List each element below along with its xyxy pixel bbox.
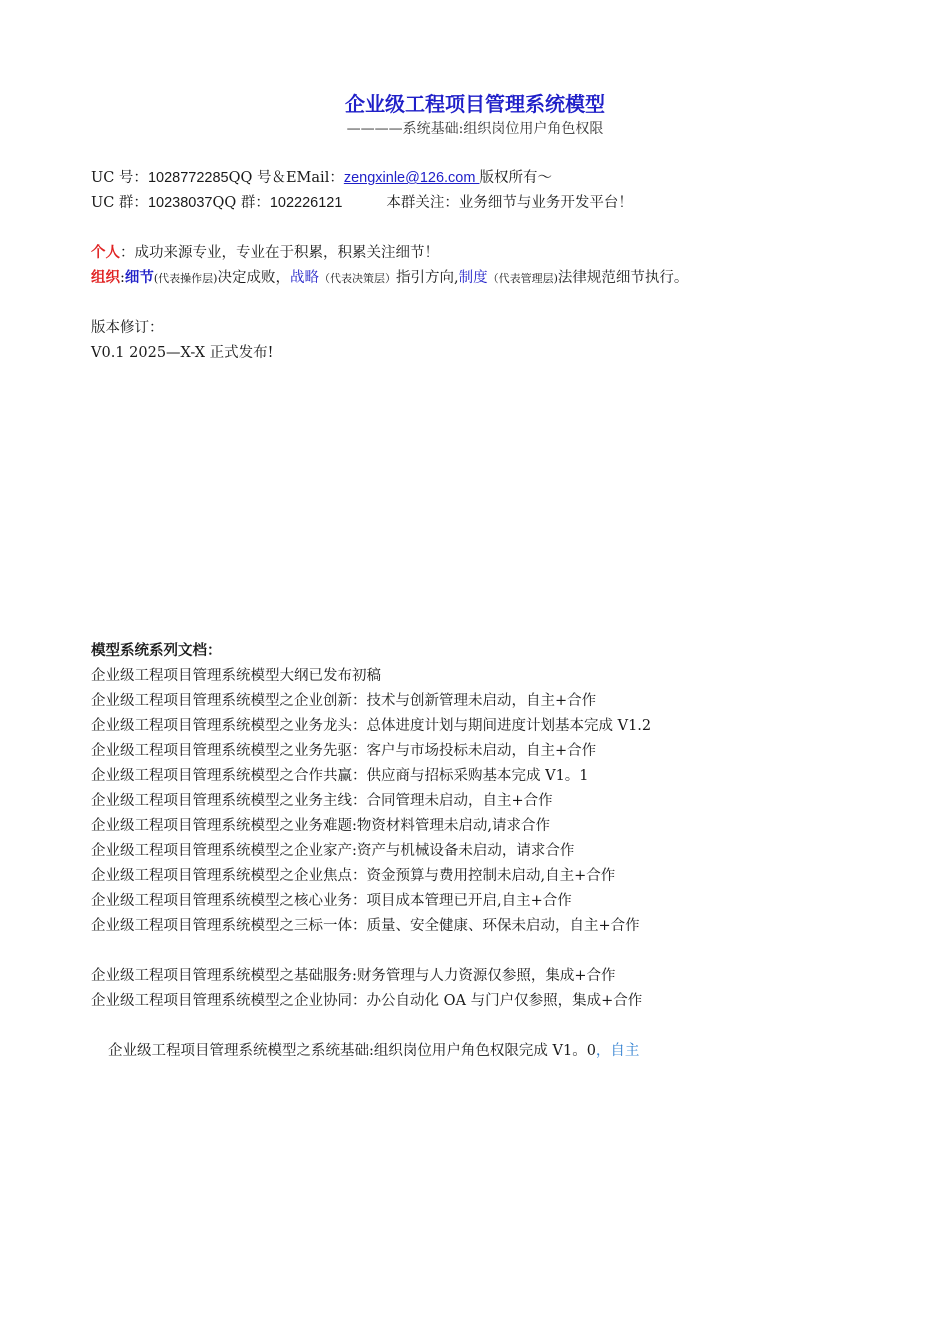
series-item: 企业级工程项目管理系统模型之核心业务：项目成本管理已开启,自主+合作 [91, 893, 572, 909]
series-item: 企业级工程项目管理系统模型之业务龙头：总体进度计划与期间进度计划基本完成 V1.2 [91, 718, 652, 734]
series-heading: 模型系统系列文档： [91, 643, 222, 659]
series-item: 企业级工程项目管理系统模型之合作共赢：供应商与招标采购基本完成 V1。1 [91, 768, 589, 784]
series-item: 企业级工程项目管理系统模型之企业家产:资产与机械设备未启动，请求合作 [91, 843, 575, 859]
system-label: 制度 [458, 270, 488, 286]
series-item: 企业级工程项目管理系统模型之企业协同：办公自动化 OA 与门户仅参照，集成+合作 [91, 993, 643, 1009]
uc-number: 1028772285 [147, 170, 229, 186]
last-item-text: 企业级工程项目管理系统模型之系统基础:组织岗位用户角色权限完成 V1。0 [108, 1043, 596, 1059]
series-item: 企业级工程项目管理系统模型之业务主线：合同管理未启动，自主+合作 [91, 793, 553, 809]
org-label: 组织 [91, 270, 120, 286]
detail-note: (代表操作层) [153, 272, 218, 285]
series-item: 企业级工程项目管理系统模型之企业焦点：资金预算与费用控制未启动,自主+合作 [91, 868, 616, 884]
strategy-text: 指引方向, [395, 270, 459, 286]
motto-personal [91, 243, 439, 263]
uc-group-label: UC 群： [91, 195, 148, 211]
motto-organization [91, 268, 688, 289]
series-item: 企业级工程项目管理系统模型之业务先驱：客户与市场投标未启动，自主+合作 [91, 743, 597, 759]
document-title: 企业级工程项目管理系统模型 [345, 92, 605, 116]
strategy-note: （代表决策层） [318, 272, 396, 285]
qq-group-label: QQ 群： [212, 195, 270, 211]
last-item-suffix: ，自主 [595, 1043, 640, 1059]
series-item: 企业级工程项目管理系统模型之基础服务:财务管理与人力资源仅参照，集成+合作 [91, 968, 616, 984]
detail-text: 决定成败， [217, 270, 290, 286]
uc-label: UC 号： [91, 170, 148, 186]
system-note: （代表管理层) [487, 272, 558, 285]
group-focus-text: 本群关注：业务细节与业务开发平台！ [386, 195, 633, 211]
copyright-text: 版权所有～ [479, 170, 552, 186]
qq-email-label: QQ 号＆EMail： [228, 170, 344, 186]
system-text: 法律规范细节执行。 [557, 270, 689, 286]
detail-label: 细节 [124, 270, 154, 286]
revision-entry: V0.1 2025—X-X 正式发布! [91, 345, 274, 361]
contact-line-1 [91, 168, 552, 188]
org-colon: : [120, 270, 125, 286]
strategy-label: 战略 [289, 270, 319, 286]
revision-label: 版本修订： [91, 320, 164, 336]
uc-group-number: 10238037 [147, 195, 213, 211]
series-item: 企业级工程项目管理系统模型之三标一体：质量、安全健康、环保未启动，自主+合作 [91, 918, 640, 934]
qq-group-number: 102226121 [269, 195, 343, 211]
email-link[interactable]: zengxinle@126.com [343, 170, 480, 186]
series-item: 企业级工程项目管理系统模型之业务难题:物资材料管理未启动,请求合作 [91, 818, 550, 834]
document-subtitle: ————系统基础:组织岗位用户角色权限 [346, 121, 604, 137]
personal-text: ：成功来源专业，专业在于积累，积累关注细节！ [120, 245, 439, 261]
contact-line-2 [91, 193, 633, 213]
personal-label: 个人 [91, 245, 120, 261]
series-item-last [108, 1041, 639, 1061]
series-item: 企业级工程项目管理系统模型之企业创新：技术与创新管理未启动，自主+合作 [91, 693, 597, 709]
series-item: 企业级工程项目管理系统模型大纲已发布初稿 [91, 668, 381, 684]
